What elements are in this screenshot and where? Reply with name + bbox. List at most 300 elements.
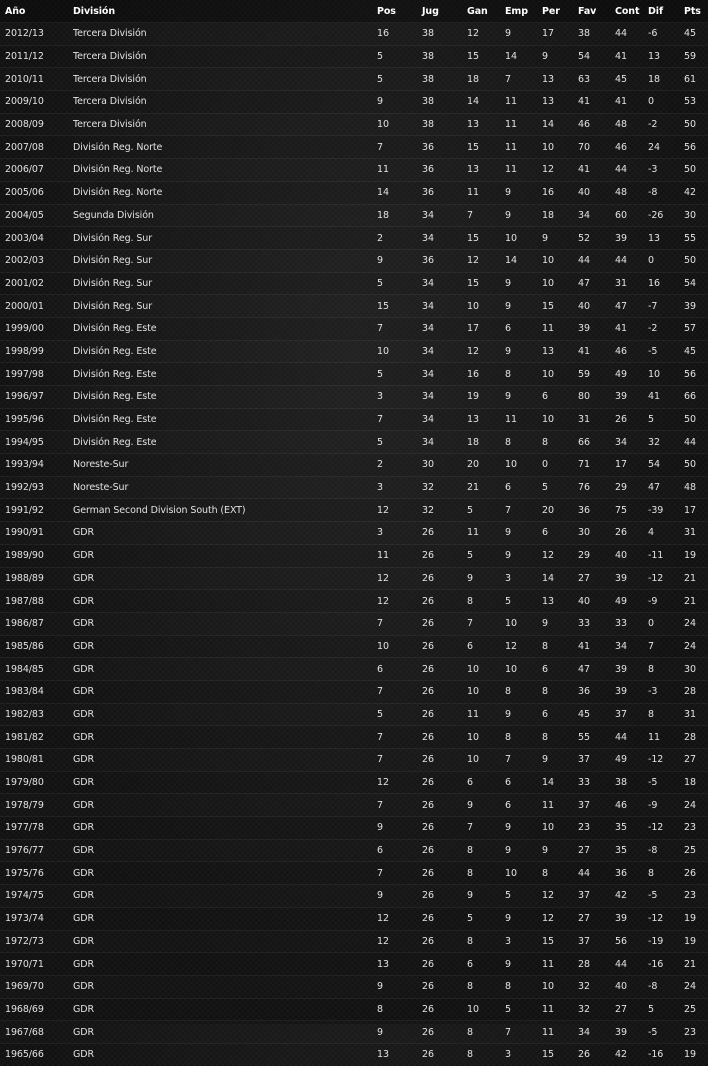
per-cell: 6 [542,703,578,726]
fav-cell: 30 [578,522,615,545]
year-cell: 1965/66 [0,1043,69,1065]
pts-cell: 25 [684,998,708,1021]
pos-cell: 3 [373,476,422,499]
emp-cell: 9 [505,181,542,204]
pts-cell: 31 [684,522,708,545]
division-cell: Noreste-Sur [69,454,373,477]
emp-cell: 14 [505,45,542,68]
jug-cell: 38 [422,91,467,114]
fav-cell: 52 [578,227,615,250]
per-cell: 13 [542,91,578,114]
gan-cell: 13 [467,159,505,182]
pos-cell: 11 [373,544,422,567]
year-cell: 1978/79 [0,794,69,817]
pos-cell: 3 [373,522,422,545]
table-row [0,522,708,545]
dif-cell: 0 [648,249,684,272]
jug-cell: 34 [422,317,467,340]
division-cell: División Reg. Este [69,340,373,363]
pts-cell: 56 [684,136,708,159]
fav-cell: 40 [578,590,615,613]
table-row [0,749,708,772]
column-header-per[interactable]: Per [542,0,578,23]
dif-cell: 18 [648,68,684,91]
year-cell: 1975/76 [0,862,69,885]
fav-cell: 31 [578,408,615,431]
fav-cell: 37 [578,885,615,908]
per-cell: 15 [542,295,578,318]
year-cell: 1972/73 [0,930,69,953]
jug-cell: 38 [422,23,467,46]
cont-cell: 34 [615,635,648,658]
column-header-division[interactable]: División [69,0,373,23]
fav-cell: 27 [578,567,615,590]
emp-cell: 6 [505,794,542,817]
fav-cell: 33 [578,612,615,635]
year-cell: 1995/96 [0,408,69,431]
column-header-gan[interactable]: Gan [467,0,505,23]
dif-cell: 4 [648,522,684,545]
per-cell: 8 [542,726,578,749]
dif-cell: 13 [648,45,684,68]
fav-cell: 29 [578,544,615,567]
per-cell: 10 [542,408,578,431]
gan-cell: 8 [467,590,505,613]
year-cell: 1976/77 [0,839,69,862]
dif-cell: -9 [648,794,684,817]
fav-cell: 36 [578,680,615,703]
emp-cell: 7 [505,499,542,522]
cont-cell: 39 [615,680,648,703]
pos-cell: 18 [373,204,422,227]
pts-cell: 21 [684,567,708,590]
pos-cell: 7 [373,408,422,431]
cont-cell: 38 [615,771,648,794]
gan-cell: 10 [467,749,505,772]
table-row [0,136,708,159]
dif-cell: 0 [648,612,684,635]
year-cell: 1989/90 [0,544,69,567]
emp-cell: 3 [505,930,542,953]
pos-cell: 10 [373,635,422,658]
year-cell: 1994/95 [0,431,69,454]
table-row [0,862,708,885]
emp-cell: 9 [505,953,542,976]
dif-cell: 24 [648,136,684,159]
jug-cell: 36 [422,181,467,204]
gan-cell: 9 [467,885,505,908]
gan-cell: 9 [467,567,505,590]
cont-cell: 46 [615,794,648,817]
year-cell: 1991/92 [0,499,69,522]
dif-cell: 16 [648,272,684,295]
column-header-year[interactable]: Año [0,0,69,23]
per-cell: 17 [542,23,578,46]
per-cell: 5 [542,476,578,499]
gan-cell: 13 [467,113,505,136]
dif-cell: -8 [648,839,684,862]
pos-cell: 12 [373,567,422,590]
table-row [0,680,708,703]
per-cell: 9 [542,45,578,68]
jug-cell: 36 [422,249,467,272]
pos-cell: 13 [373,953,422,976]
pos-cell: 12 [373,907,422,930]
column-header-jug[interactable]: Jug [422,0,467,23]
pts-cell: 19 [684,930,708,953]
division-cell: Tercera División [69,23,373,46]
column-header-dif[interactable]: Dif [648,0,684,23]
per-cell: 9 [542,839,578,862]
jug-cell: 26 [422,907,467,930]
pts-cell: 23 [684,885,708,908]
fav-cell: 26 [578,1043,615,1065]
table-row [0,159,708,182]
per-cell: 10 [542,249,578,272]
emp-cell: 9 [505,544,542,567]
pts-cell: 44 [684,431,708,454]
jug-cell: 26 [422,998,467,1021]
fav-cell: 28 [578,953,615,976]
pos-cell: 12 [373,930,422,953]
jug-cell: 26 [422,771,467,794]
table-row [0,363,708,386]
pos-cell: 9 [373,249,422,272]
jug-cell: 26 [422,726,467,749]
per-cell: 10 [542,272,578,295]
pts-cell: 19 [684,544,708,567]
pos-cell: 16 [373,23,422,46]
pts-cell: 21 [684,590,708,613]
pos-cell: 2 [373,227,422,250]
cont-cell: 49 [615,590,648,613]
pos-cell: 5 [373,703,422,726]
cont-cell: 40 [615,544,648,567]
gan-cell: 15 [467,272,505,295]
column-header-pts[interactable]: Pts [684,0,708,23]
table-row [0,249,708,272]
table-row [0,907,708,930]
table-row [0,45,708,68]
jug-cell: 26 [422,930,467,953]
cont-cell: 41 [615,317,648,340]
pos-cell: 7 [373,862,422,885]
division-cell: GDR [69,953,373,976]
gan-cell: 21 [467,476,505,499]
year-cell: 2004/05 [0,204,69,227]
division-cell: División Reg. Sur [69,295,373,318]
gan-cell: 5 [467,499,505,522]
pts-cell: 50 [684,113,708,136]
table-row [0,1021,708,1044]
per-cell: 9 [542,749,578,772]
dif-cell: 11 [648,726,684,749]
jug-cell: 32 [422,476,467,499]
gan-cell: 8 [467,1043,505,1065]
fav-cell: 41 [578,91,615,114]
pos-cell: 5 [373,45,422,68]
year-cell: 1996/97 [0,386,69,409]
pts-cell: 45 [684,23,708,46]
jug-cell: 26 [422,635,467,658]
table-row [0,1043,708,1065]
cont-cell: 34 [615,431,648,454]
jug-cell: 34 [422,431,467,454]
division-cell: GDR [69,544,373,567]
dif-cell: -16 [648,1043,684,1065]
dif-cell: 5 [648,998,684,1021]
pos-cell: 2 [373,454,422,477]
cont-cell: 39 [615,1021,648,1044]
dif-cell: -8 [648,181,684,204]
jug-cell: 26 [422,703,467,726]
division-cell: División Reg. Este [69,386,373,409]
table-row [0,68,708,91]
year-cell: 2007/08 [0,136,69,159]
pos-cell: 7 [373,612,422,635]
year-cell: 1983/84 [0,680,69,703]
pos-cell: 9 [373,817,422,840]
fav-cell: 39 [578,317,615,340]
pts-cell: 45 [684,340,708,363]
gan-cell: 11 [467,522,505,545]
dif-cell: -3 [648,159,684,182]
jug-cell: 26 [422,567,467,590]
division-cell: GDR [69,567,373,590]
division-cell: GDR [69,771,373,794]
column-header-fav[interactable]: Fav [578,0,615,23]
year-cell: 1982/83 [0,703,69,726]
gan-cell: 20 [467,454,505,477]
pts-cell: 26 [684,862,708,885]
emp-cell: 9 [505,839,542,862]
pts-cell: 61 [684,68,708,91]
per-cell: 8 [542,431,578,454]
year-cell: 2008/09 [0,113,69,136]
year-cell: 1992/93 [0,476,69,499]
cont-cell: 46 [615,136,648,159]
jug-cell: 26 [422,658,467,681]
dif-cell: -39 [648,499,684,522]
per-cell: 8 [542,635,578,658]
division-cell: GDR [69,1043,373,1065]
cont-cell: 27 [615,998,648,1021]
dif-cell: 8 [648,658,684,681]
column-header-cont[interactable]: Cont [615,0,648,23]
emp-cell: 10 [505,658,542,681]
year-cell: 1968/69 [0,998,69,1021]
dif-cell: -8 [648,975,684,998]
division-cell: GDR [69,794,373,817]
table-row [0,113,708,136]
division-cell: GDR [69,703,373,726]
cont-cell: 41 [615,45,648,68]
pos-cell: 6 [373,839,422,862]
emp-cell: 7 [505,749,542,772]
jug-cell: 32 [422,499,467,522]
gan-cell: 10 [467,658,505,681]
year-cell: 2010/11 [0,68,69,91]
table-row [0,771,708,794]
pos-cell: 8 [373,998,422,1021]
year-cell: 1993/94 [0,454,69,477]
pts-cell: 23 [684,817,708,840]
pos-cell: 15 [373,295,422,318]
year-cell: 2001/02 [0,272,69,295]
gan-cell: 10 [467,998,505,1021]
cont-cell: 29 [615,476,648,499]
cont-cell: 48 [615,113,648,136]
emp-cell: 9 [505,907,542,930]
pos-cell: 9 [373,91,422,114]
pos-cell: 7 [373,136,422,159]
dif-cell: 8 [648,703,684,726]
pts-cell: 28 [684,680,708,703]
emp-cell: 10 [505,454,542,477]
table-row [0,998,708,1021]
table-row [0,635,708,658]
cont-cell: 42 [615,885,648,908]
per-cell: 6 [542,658,578,681]
division-cell: GDR [69,885,373,908]
dif-cell: -12 [648,567,684,590]
column-header-pos[interactable]: Pos [373,0,422,23]
division-cell: División Reg. Sur [69,272,373,295]
dif-cell: 54 [648,454,684,477]
division-cell: GDR [69,930,373,953]
gan-cell: 17 [467,317,505,340]
pos-cell: 12 [373,499,422,522]
emp-cell: 9 [505,23,542,46]
dif-cell: 41 [648,386,684,409]
pts-cell: 50 [684,454,708,477]
gan-cell: 6 [467,635,505,658]
division-cell: División Reg. Norte [69,159,373,182]
cont-cell: 41 [615,91,648,114]
pos-cell: 14 [373,181,422,204]
pos-cell: 7 [373,680,422,703]
dif-cell: 5 [648,408,684,431]
year-cell: 1967/68 [0,1021,69,1044]
pos-cell: 5 [373,272,422,295]
year-cell: 1984/85 [0,658,69,681]
cont-cell: 56 [615,930,648,953]
fav-cell: 70 [578,136,615,159]
dif-cell: -6 [648,23,684,46]
fav-cell: 40 [578,181,615,204]
table-row [0,885,708,908]
division-cell: GDR [69,907,373,930]
emp-cell: 11 [505,408,542,431]
division-cell: GDR [69,635,373,658]
pts-cell: 24 [684,635,708,658]
fav-cell: 41 [578,340,615,363]
per-cell: 9 [542,612,578,635]
gan-cell: 7 [467,817,505,840]
emp-cell: 11 [505,136,542,159]
table-row [0,204,708,227]
cont-cell: 37 [615,703,648,726]
cont-cell: 35 [615,817,648,840]
per-cell: 12 [542,159,578,182]
per-cell: 8 [542,862,578,885]
fav-cell: 34 [578,204,615,227]
fav-cell: 27 [578,839,615,862]
per-cell: 10 [542,975,578,998]
pts-cell: 23 [684,1021,708,1044]
per-cell: 11 [542,998,578,1021]
cont-cell: 39 [615,907,648,930]
jug-cell: 34 [422,204,467,227]
pts-cell: 48 [684,476,708,499]
pts-cell: 42 [684,181,708,204]
per-cell: 13 [542,68,578,91]
gan-cell: 9 [467,794,505,817]
per-cell: 18 [542,204,578,227]
dif-cell: -3 [648,680,684,703]
emp-cell: 6 [505,317,542,340]
fav-cell: 27 [578,907,615,930]
cont-cell: 39 [615,386,648,409]
gan-cell: 15 [467,136,505,159]
year-cell: 1974/75 [0,885,69,908]
per-cell: 11 [542,317,578,340]
year-cell: 2002/03 [0,249,69,272]
pos-cell: 7 [373,794,422,817]
table-row [0,544,708,567]
cont-cell: 40 [615,975,648,998]
fav-cell: 40 [578,295,615,318]
cont-cell: 39 [615,227,648,250]
division-cell: División Reg. Este [69,363,373,386]
cont-cell: 60 [615,204,648,227]
per-cell: 15 [542,1043,578,1065]
jug-cell: 26 [422,544,467,567]
pts-cell: 19 [684,907,708,930]
table-row [0,953,708,976]
jug-cell: 34 [422,386,467,409]
gan-cell: 6 [467,953,505,976]
gan-cell: 10 [467,295,505,318]
pos-cell: 7 [373,726,422,749]
division-cell: División Reg. Norte [69,181,373,204]
jug-cell: 34 [422,363,467,386]
pts-cell: 50 [684,249,708,272]
per-cell: 10 [542,136,578,159]
fav-cell: 59 [578,363,615,386]
jug-cell: 26 [422,612,467,635]
column-header-emp[interactable]: Emp [505,0,542,23]
per-cell: 9 [542,227,578,250]
cont-cell: 42 [615,1043,648,1065]
table-row [0,930,708,953]
year-cell: 1970/71 [0,953,69,976]
table-row [0,567,708,590]
pos-cell: 12 [373,590,422,613]
jug-cell: 34 [422,408,467,431]
dif-cell: 10 [648,363,684,386]
jug-cell: 38 [422,113,467,136]
dif-cell: -2 [648,317,684,340]
gan-cell: 13 [467,408,505,431]
emp-cell: 9 [505,386,542,409]
jug-cell: 26 [422,839,467,862]
pts-cell: 56 [684,363,708,386]
emp-cell: 9 [505,340,542,363]
year-cell: 1990/91 [0,522,69,545]
per-cell: 6 [542,522,578,545]
dif-cell: -5 [648,340,684,363]
